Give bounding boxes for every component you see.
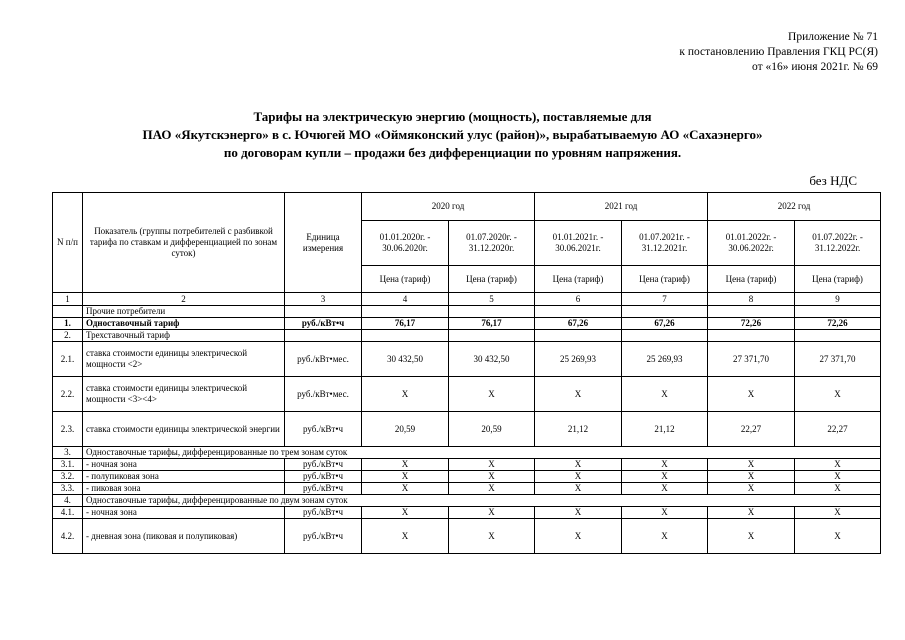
- table-row: 3.1. - ночная зона руб./кВт•ч Х Х Х Х Х Х: [53, 459, 881, 471]
- col-number: 3: [285, 293, 362, 306]
- table-row: 2.3. ставка стоимости единицы электрической энергии руб./кВт•ч 20,59 20,59 21,12 21,12 22,27 22,27: [53, 412, 881, 447]
- section-two-zones: Одноставочные тарифы, дифференцированные по двум зонам суток: [83, 495, 881, 507]
- table-row: 4.2. - дневная зона (пиковая и полупиковая) руб./кВт•ч Х Х Х Х Х Х: [53, 519, 881, 554]
- header-num: N п/п: [53, 193, 83, 293]
- section-other-consumers: Прочие потребители: [83, 306, 285, 318]
- header-price: Цена (тариф): [708, 266, 795, 293]
- table-row: 2. Трехставочный тариф: [53, 330, 881, 342]
- table-row: 4. Одноставочные тарифы, дифференцированные по двум зонам суток: [53, 495, 881, 507]
- col-number: 2: [83, 293, 285, 306]
- header-price: Цена (тариф): [622, 266, 708, 293]
- table-row: 4.1. - ночная зона руб./кВт•ч Х Х Х Х Х Х: [53, 507, 881, 519]
- document-title: [0, 108, 905, 162]
- section-three-zones: Одноставочные тарифы, дифференцированные по трем зонам суток: [83, 447, 881, 459]
- col-number: 1: [53, 293, 83, 306]
- header-unit: Единица измерения: [285, 193, 362, 293]
- header-price: Цена (тариф): [362, 266, 449, 293]
- appendix-note: [679, 30, 878, 75]
- col-number: 6: [535, 293, 622, 306]
- title-line-3: по договорам купли – продажи без дифференциации по уровням напряжения.: [223, 145, 682, 160]
- vat-note: без НДС: [809, 173, 857, 188]
- title-line-1: Тарифы на электрическую энергию (мощность), поставляемые для: [253, 109, 652, 124]
- table-row: 3.3. - пиковая зона руб./кВт•ч Х Х Х Х Х Х: [53, 483, 881, 495]
- table-row: 2.1. ставка стоимости единицы электрической мощности <2> руб./кВт•мес. 30 432,50 30 432,50 25 269,93 25 269,93 27 371,70 27 371,70: [53, 342, 881, 377]
- table-row: 1. Одноставочный тариф руб./кВт•ч 76,17 76,17 67,26 67,26 72,26 72,26: [53, 318, 881, 330]
- section-row-other: [53, 306, 881, 318]
- appendix-line-3: от «16» июня 2021г. № 69: [752, 61, 878, 73]
- header-indicator: Показатель (группы потребителей с разбивкой тарифа по ставкам и дифференциацией по зонам суток): [83, 193, 285, 293]
- header-period: 01.01.2020г. - 30.06.2020г.: [362, 221, 449, 266]
- tariff-table: [52, 192, 881, 554]
- table-row: 3. Одноставочные тарифы, дифференцированные по трем зонам суток: [53, 447, 881, 459]
- col-number: 5: [449, 293, 535, 306]
- header-period: 01.07.2021г. - 31.12.2021г.: [622, 221, 708, 266]
- header-year-2020: 2020 год: [362, 193, 535, 221]
- header-period: 01.07.2020г. - 31.12.2020г.: [449, 221, 535, 266]
- header-year-2021: 2021 год: [535, 193, 708, 221]
- table-row: 3.2. - полупиковая зона руб./кВт•ч Х Х Х Х Х Х: [53, 471, 881, 483]
- col-number: 4: [362, 293, 449, 306]
- header-row-years: [53, 193, 881, 221]
- column-number-row: [53, 293, 881, 306]
- col-number: 9: [795, 293, 881, 306]
- appendix-line-2: к постановлению Правления ГКЦ РС(Я): [679, 46, 878, 58]
- header-year-2022: 2022 год: [708, 193, 881, 221]
- appendix-line-1: Приложение № 71: [788, 31, 878, 43]
- header-period: 01.01.2022г. - 30.06.2022г.: [708, 221, 795, 266]
- header-price: Цена (тариф): [449, 266, 535, 293]
- table-row: 2.2. ставка стоимости единицы электрической мощности <3><4> руб./кВт•мес. Х Х Х Х Х Х: [53, 377, 881, 412]
- col-number: 8: [708, 293, 795, 306]
- header-price: Цена (тариф): [795, 266, 881, 293]
- title-line-2: ПАО «Якутскэнерго» в с. Ючюгей МО «Оймяконский улус (район)», вырабатываемую АО «Сахаэнерго»: [142, 127, 763, 142]
- header-period: 01.01.2021г. - 30.06.2021г.: [535, 221, 622, 266]
- header-period: 01.07.2022г. - 31.12.2022г.: [795, 221, 881, 266]
- col-number: 7: [622, 293, 708, 306]
- header-price: Цена (тариф): [535, 266, 622, 293]
